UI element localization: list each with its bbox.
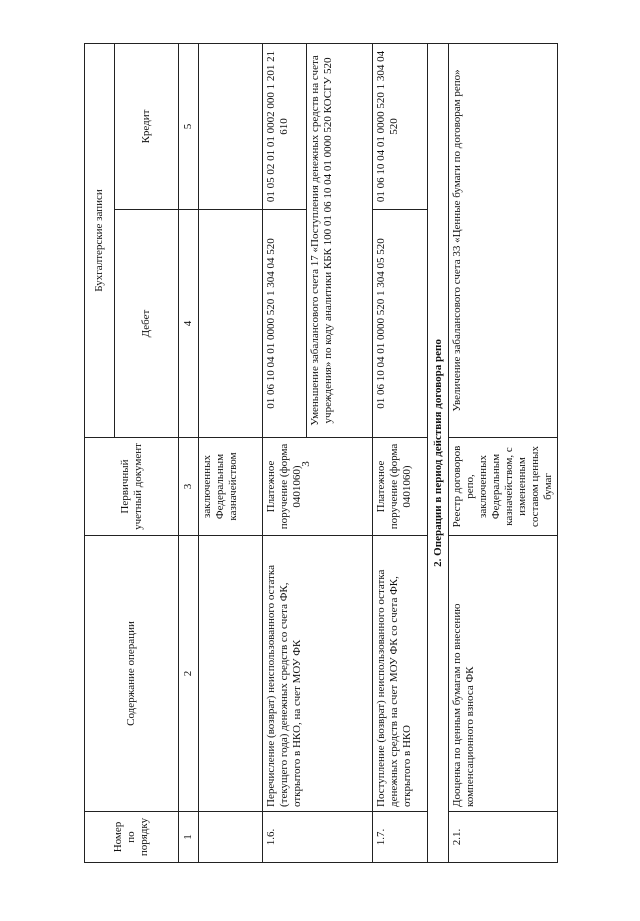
accounting-entries-table: [84, 43, 558, 863]
header-content: Содержание операции: [85, 536, 179, 812]
table-row: [373, 43, 428, 862]
numbering-cell: 2: [179, 536, 199, 812]
row-document: Платежное поручение (форма 0401060): [263, 438, 373, 536]
cell-empty: [199, 812, 263, 863]
section-row: [428, 43, 449, 862]
row-number: 2.1.: [449, 812, 558, 863]
header-debit: Дебет: [115, 210, 179, 438]
row-credit: 01 05 02 01 01 0002 000 1 201 21 610: [263, 43, 307, 209]
numbering-cell: 3: [179, 438, 199, 536]
row-credit: 01 06 10 04 01 0000 520 1 304 04 520: [373, 43, 428, 209]
rotated-page-content: [84, 44, 554, 863]
row-content: Поступление (возврат) неиспользованного остатка денежных средств на счет МОУ ФК со счета ФК, открытого в НКО: [373, 536, 428, 812]
cell-document: заключенных Федеральным казначейством: [199, 438, 263, 536]
cell-empty: [199, 43, 263, 209]
row-debit: 01 06 10 04 01 0000 520 1 304 04 520: [263, 210, 307, 438]
cell-empty: [199, 210, 263, 438]
numbering-cell: 4: [179, 210, 199, 438]
row-debit: Увеличение забалансового счета 33 «Ценные бумаги по договорам репо»: [449, 43, 558, 437]
table-row: [199, 43, 263, 862]
header-entries: Бухгалтерские записи: [85, 43, 115, 437]
numbering-cell: 5: [179, 43, 199, 209]
row-note: Уменьшение забалансового счета 17 «Поступления денежных средств на счета учреждения» по коду аналитики КБК 100 01 06 10 04 01 0000 520 КОСГУ 520: [307, 43, 373, 437]
row-number: 1.7.: [373, 812, 428, 863]
row-content: Дооценка по ценным бумагам по внесению компенсационного взноса ФК: [449, 536, 558, 812]
numbering-row: [179, 43, 199, 862]
row-document: Платежное поручение (форма 0401060): [373, 438, 428, 536]
page-number: 3: [300, 461, 312, 467]
row-document: Реестр договоров репо, заключенных Федеральным казначейством, с измененным составом ценных бумаг: [449, 438, 558, 536]
section-title: 2. Операции в период действия договора репо: [428, 43, 449, 862]
row-content: Перечисление (возврат) неиспользованного остатка (текущего года) денежных средств со счета ФК, открытого в НКО, на счет МОУ ФК: [263, 536, 373, 812]
numbering-cell: 1: [179, 812, 199, 863]
row-debit: 01 06 10 04 01 0000 520 1 304 05 520: [373, 210, 428, 438]
table-row: [263, 43, 307, 862]
header-credit: Кредит: [115, 43, 179, 209]
header-number: Номер по порядку: [85, 812, 179, 863]
table-row: [449, 43, 558, 862]
cell-empty: [199, 536, 263, 812]
row-number: 1.6.: [263, 812, 373, 863]
header-document: Первичный учетный документ: [85, 438, 179, 536]
